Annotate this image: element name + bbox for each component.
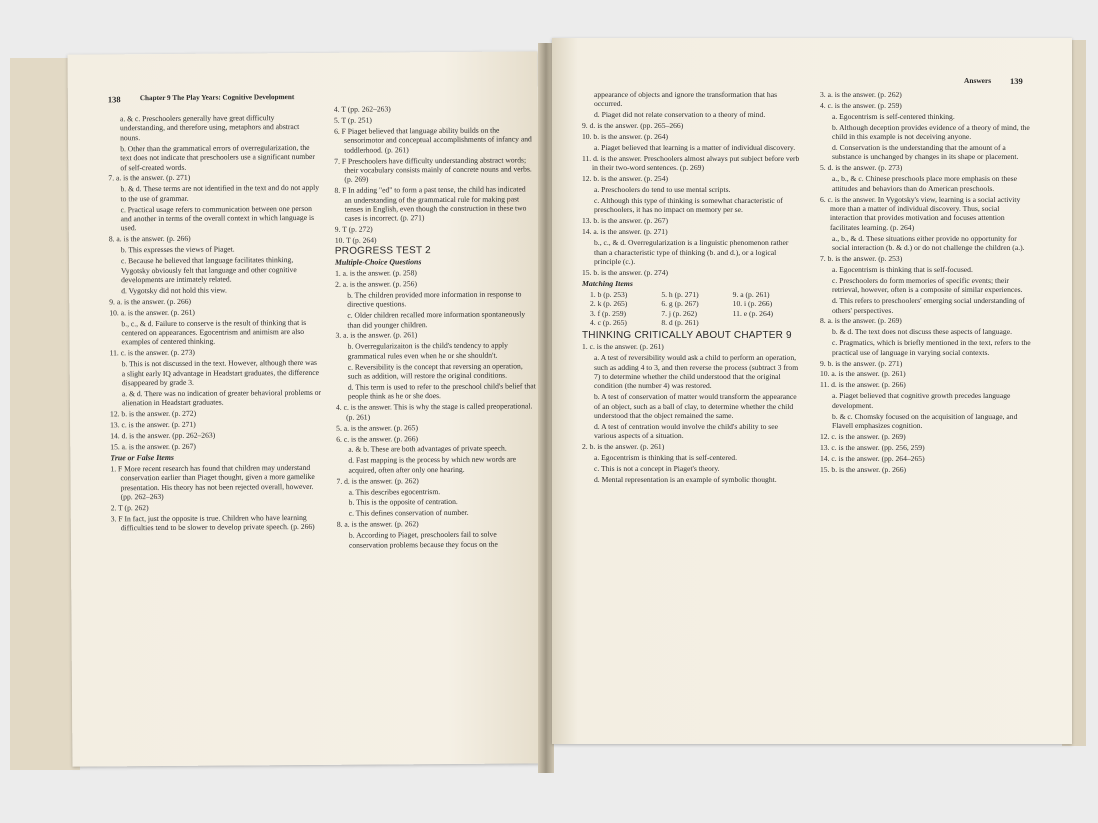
- explanation-text: d. Piaget did not relate conservation to a theory of mind.: [594, 110, 766, 120]
- explanation-text: b. This is the opposite of centration.: [348, 497, 458, 508]
- explanation-text: c. This is not a concept in Piaget's theory.: [594, 464, 720, 474]
- matching-item: 7. j (p. 262): [661, 308, 697, 318]
- section-heading: THINKING CRITICALLY ABOUT CHAPTER 9: [582, 330, 792, 342]
- matching-item: 6. g (p. 267): [661, 299, 699, 309]
- explanation-text: b. This expresses the views of Piaget.: [120, 244, 235, 255]
- explanation-text: a. This describes egocentrism.: [348, 486, 441, 497]
- matching-item: 2. k (p. 265): [590, 299, 628, 309]
- matching-item: 3. f (p. 259): [590, 308, 627, 318]
- explanation-text: d. Vygotsky did not hold this view.: [121, 285, 227, 296]
- explanation-text: d. This refers to preschoolers' emerging social understanding of others' perspectives.: [832, 296, 1025, 315]
- right-column-1: [582, 90, 800, 486]
- explanation-text: b., c., & d. Failure to conserve is the result of thinking that is centered on appearances. Egocentrism and animism are also examples of centered thinking.: [121, 317, 307, 347]
- answer-item: 9. a. is the answer. (p. 266): [109, 296, 192, 307]
- answer-item: 4. c. is the answer. This is why the stage is called preoperational. (p. 261): [335, 401, 533, 422]
- running-head-left: Chapter 9 The Play Years: Cognitive Development: [139, 93, 295, 103]
- answer-item: 4. c. is the answer. (p. 259): [820, 100, 902, 110]
- answer-item: 12. c. is the answer. (p. 269): [820, 431, 906, 441]
- answer-item: 14. d. is the answer. (pp. 262–263): [110, 430, 216, 441]
- explanation-text: a. A test of reversibility would ask a child to perform an operation, such as adding 4 to 3, and then reverse the process (subtract 3 from 7) to determine whether the child understood that the original condition (the number 4) was restored.: [594, 353, 799, 391]
- explanation-text: c. This defines conservation of number.: [348, 508, 469, 519]
- answer-item: 13. c. is the answer. (p. 271): [110, 419, 196, 430]
- answer-item: 6. c. is the answer. In Vygotsky's view, learning is a social activity more than a matter of individual discovery. Thus, social interaction that provides motivation and focuses attention facilitates learning. (p. 264): [820, 194, 1021, 232]
- answer-item: 6. F Piaget believed that language ability builds on the sensorimotor and conceptual accomplishments of infancy and toddlerhood. (p. 261): [334, 125, 532, 155]
- answer-item: 13. b. is the answer. (p. 267): [582, 216, 669, 226]
- answer-item: 2. a. is the answer. (p. 256): [335, 279, 417, 289]
- right-column-2: [820, 90, 1032, 476]
- answer-item: 3. a. is the answer. (p. 261): [335, 330, 418, 341]
- running-head-right: Answers: [964, 76, 992, 85]
- explanation-text: d. Mental representation is an example of symbolic thought.: [594, 475, 777, 485]
- explanation-text: d. Conservation is the understanding that the amount of a substance is unchanged by changes in its shape or placement.: [832, 143, 1019, 162]
- subsection-heading: Matching Items: [582, 278, 633, 288]
- explanation-text: a., b., & c. Chinese preschools place more emphasis on these attitudes and behaviors than do American preschools.: [832, 174, 1017, 193]
- matching-item: [733, 318, 800, 327]
- explanation-text: b. & d. These terms are not identified in the text and do not apply to the use of grammar.: [120, 183, 320, 204]
- explanation-text: d. A test of centration would involve the child's ability to see various aspects of a situation.: [594, 422, 779, 441]
- explanation-text: appearance of objects and ignore the transformation that has occurred.: [594, 90, 778, 109]
- explanation-text: c. Reversibility is the concept that reversing an operation, such as addition, will restore the original conditions.: [347, 361, 523, 381]
- answer-item: 2. T (p. 262): [110, 503, 149, 513]
- answer-item: 14. c. is the answer. (pp. 264–265): [820, 453, 925, 463]
- answer-item: 10. a. is the answer. (p. 261): [109, 307, 195, 318]
- answer-item: 8. a. is the answer. (p. 262): [336, 519, 419, 530]
- explanation-text: a. & b. These are both advantages of private speech.: [348, 443, 507, 455]
- answer-item: 12. b. is the answer. (p. 254): [582, 174, 669, 184]
- explanation-text: a., b., & d. These situations either provide no opportunity for social interaction (b. & d.) or do not challenge the children (a.).: [832, 233, 1025, 253]
- explanation-text: c. Preschoolers do form memories of specific events; their retrieval, however, often is a composite of similar experiences.: [832, 275, 1023, 295]
- answer-item: 6. c. is the answer. (p. 266): [336, 433, 419, 444]
- answer-item: 8. F In adding "ed" to form a past tense, the child has indicated an understanding of the grammatical rule for making past tenses in English, even though the construction in these two cases is incorrect. (p. 271): [334, 184, 527, 224]
- answer-item: 15. b. is the answer. (p. 274): [582, 267, 669, 277]
- answer-item: 1. F More recent research has found that children may understand conservation earlier than Piaget thought, given a more gamelike presentation. His theory has not been rejected overall, however. (pp. 262–263): [110, 462, 315, 502]
- explanation-text: b. This is not discussed in the text. However, although there was a slight early IQ advantage in Headstart graduates, the difference disappeared by grade 3.: [121, 358, 319, 388]
- answer-item: 4. T (pp. 262–263): [333, 104, 391, 114]
- left-page: [68, 51, 543, 766]
- explanation-text: b. Overregularizaiton is the child's tendency to apply grammatical rules even when he or she shouldn't.: [347, 340, 508, 361]
- section-heading: PROGRESS TEST 2: [334, 245, 431, 257]
- answer-item: 5. d. is the answer. (p. 273): [820, 163, 903, 173]
- answer-item: 7. a. is the answer. (p. 271): [108, 173, 191, 183]
- answer-item: 7. d. is the answer. (p. 262): [336, 475, 419, 486]
- answer-item: 9. d. is the answer. (pp. 265–266): [582, 121, 684, 131]
- matching-item: 8. d (p. 261): [661, 317, 699, 327]
- answer-item: 10. T (p. 264): [334, 235, 377, 246]
- explanation-text: a. & d. There was no indication of greater behavioral problems or alienation in Headstart graduates.: [121, 387, 322, 408]
- explanation-text: b. A test of conservation of matter would transform the appearance of an object, such as a ball of clay, to determine whether the child understood that the object remained the same.: [594, 392, 797, 421]
- explanation-text: b. Although deception provides evidence of a theory of mind, the child in this example is not deceiving anyone.: [832, 122, 1030, 142]
- matching-item: 10. i (p. 266): [732, 299, 773, 309]
- matching-item: 11. e (p. 264): [732, 308, 774, 318]
- explanation-text: b. Other than the grammatical errors of overregularization, the text does not indicate that preschoolers use a significant number of self-created words.: [120, 142, 315, 172]
- answer-item: 10. a. is the answer. (p. 261): [820, 369, 906, 379]
- answer-item: 2. b. is the answer. (p. 261): [582, 442, 665, 452]
- answer-item: 3. F In fact, just the opposite is true. Children who have learning difficulties tend to be slower to develop private speech. (p. 266): [110, 512, 315, 533]
- answer-item: 11. c. is the answer. (p. 273): [109, 348, 195, 358]
- explanation-text: a. Piaget believed that cognitive growth precedes language development.: [832, 391, 1011, 410]
- left-column-1: [108, 113, 323, 535]
- answer-item: 1. c. is the answer. (p. 261): [582, 342, 664, 352]
- explanation-text: c. Because he believed that language facilitates thinking, Vygotsky obviously felt that language and other cognitive developments are intimately related.: [120, 255, 297, 285]
- explanation-text: a. & c. Preschoolers generally have great difficulty understanding, and therefore using, metaphors and abstract nouns.: [119, 113, 300, 143]
- answer-item: 15. b. is the answer. (p. 266): [820, 464, 907, 474]
- page-number-left: 138: [107, 94, 121, 105]
- answer-item: 13. c. is the answer. (pp. 256, 259): [820, 442, 925, 452]
- answer-item: 1. a. is the answer. (p. 258): [335, 268, 417, 278]
- matching-item: 4. c (p. 265): [590, 317, 627, 327]
- explanation-text: d. Fast mapping is the process by which new words are acquired, often after only one hearing.: [348, 454, 517, 475]
- answer-item: 11. d. is the answer. Preschoolers almost always put subject before verb in their two-word sentences. (p. 269): [582, 153, 800, 173]
- explanation-text: b. According to Piaget, preschoolers fail to solve conservation problems because they focus on the: [348, 529, 498, 550]
- explanation-text: b. The children provided more information in response to directive questions.: [347, 289, 522, 309]
- matching-item: 1. b (p. 253): [590, 289, 628, 299]
- answer-item: 10. b. is the answer. (p. 264): [582, 132, 669, 142]
- answer-item: 9. T (p. 272): [334, 224, 373, 235]
- answer-item: 9. b. is the answer. (p. 271): [820, 358, 903, 368]
- matching-item: 5. h (p. 271): [661, 289, 699, 299]
- explanation-text: c. Practical usage refers to communication between one person and another in terms of the overall context in which language is used.: [120, 203, 315, 233]
- subsection-heading: True or False Items: [110, 452, 174, 463]
- explanation-text: b., c., & d. Overregularization is a linguistic phenomenon rather than a characteristic type of thinking (b. and d.), or a logical principle (c.).: [594, 238, 789, 266]
- explanation-text: a. Piaget believed that learning is a matter of individual discovery.: [594, 143, 796, 153]
- explanation-text: a. Egocentrism is self-centered thinking.: [832, 111, 955, 121]
- answer-item: 3. a. is the answer. (p. 262): [820, 90, 902, 99]
- answer-item: 8. a. is the answer. (p. 266): [108, 234, 191, 244]
- right-page: [552, 38, 1072, 744]
- explanation-text: c. Although this type of thinking is somewhat characteristic of preschoolers, it has no impact on memory per se.: [594, 196, 783, 215]
- answer-item: 5. a. is the answer. (p. 265): [336, 422, 418, 433]
- explanation-text: a. Egocentrism is thinking that is self-focused.: [832, 264, 973, 274]
- matching-items-grid: [582, 290, 800, 328]
- explanation-text: d. This term is used to refer to the preschool child's belief that people think as he or she does.: [347, 381, 536, 402]
- explanation-text: a. Preschoolers do tend to use mental scripts.: [594, 185, 731, 195]
- page-number-right: 139: [1010, 76, 1023, 86]
- matching-item: 9. a (p. 261): [732, 289, 770, 299]
- left-column-2: [334, 103, 537, 551]
- explanation-text: b. & d. The text does not discuss these aspects of language.: [832, 327, 1012, 337]
- open-book: [10, 38, 1088, 780]
- answer-item: 14. a. is the answer. (p. 271): [582, 227, 668, 237]
- explanation-text: c. Older children recalled more information spontaneously than did younger children.: [347, 309, 526, 330]
- answer-item: 11. d. is the answer. (p. 266): [820, 380, 906, 390]
- explanation-text: c. Pragmatics, which is briefly mentioned in the text, refers to the practical use of language in varying social contexts.: [832, 338, 1031, 357]
- answer-item: 12. b. is the answer. (p. 272): [109, 409, 197, 419]
- answer-item: 5. T (p. 251): [333, 115, 372, 125]
- answer-item: 7. b. is the answer. (p. 253): [820, 254, 903, 263]
- answer-item: 8. a. is the answer. (p. 269): [820, 316, 902, 326]
- answer-item: 15. a. is the answer. (p. 267): [110, 441, 196, 452]
- explanation-text: a. Egocentrism is thinking that is self-centered.: [594, 453, 737, 463]
- explanation-text: b. & c. Chomsky focused on the acquisition of language, and Flavell emphasizes cognition.: [832, 411, 1018, 430]
- subsection-heading: Multiple-Choice Questions: [334, 257, 422, 267]
- answer-item: 7. F Preschoolers have difficulty understanding abstract words; their vocabulary consists mainly of concrete nouns and verbs. (p. 269): [334, 154, 532, 185]
